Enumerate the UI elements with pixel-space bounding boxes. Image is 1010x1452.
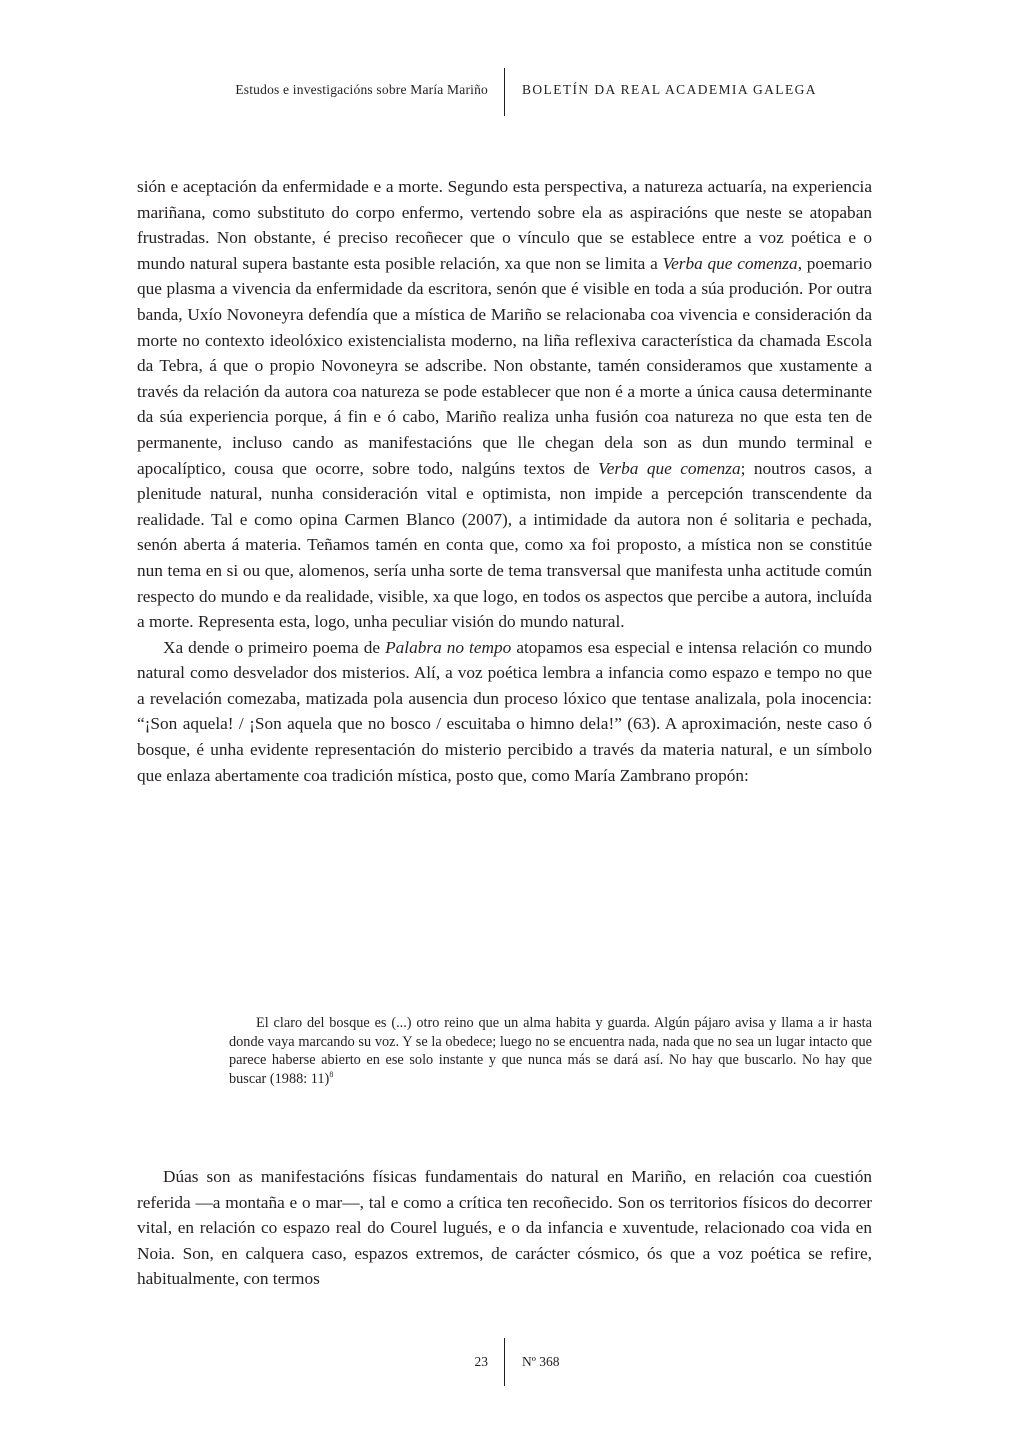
main-text-block-2 bbox=[137, 1164, 872, 1292]
paragraph-1-italic-title-a: Verba que comenza bbox=[662, 253, 798, 273]
running-header bbox=[0, 68, 1010, 116]
main-text-block bbox=[137, 174, 872, 788]
paragraph-2-text-b: atopamos esa especial e intensa relación co mundo natural como desvelador dos misterios. Alí, a voz poética lembra a infancia como espazo e tempo no que a revelación comezaba, matizada pola ausencia dun proceso lóxico que tentase analizala, pola inocencia: “¡Son aquela! / ¡Son aquela que no bosco / escuitaba o himno dela!” (63). A aproximación, neste caso ó bosque, é unha evidente representación do misterio percibido a través da materia natural, e un símbolo que enlaza abertamente coa tradición mística, posto que, como María Zambrano propón: bbox=[137, 637, 873, 785]
paragraph-2-italic-title: Palabra no tempo bbox=[385, 637, 512, 657]
header-section-title: Estudos e investigacións sobre María Mariño bbox=[235, 82, 488, 97]
footer-divider bbox=[504, 1338, 505, 1386]
page-number: 23 bbox=[474, 1354, 488, 1369]
header-journal-title: BOLETÍN DA REAL ACADEMIA GALEGA bbox=[522, 82, 817, 97]
issue-number: Nº 368 bbox=[522, 1354, 560, 1369]
paragraph-1-text-b: , poemario que plasma a vivencia da enfermidade da escritora, senón que é visible en toda a súa produción. Por outra banda, Uxío Novoneyra defendía que a mística de Mariño se relacionaba coa vivencia e consideración da morte no contexto ideolóxico existencialista moderno, na liña reflexiva característica da chamada Escola da Tebra, á que o propio Novoneyra se adscribe. Non obstante, tamén consideramos que xustamente a través da relación da autora coa natureza se pode establecer que non é a morte a única causa determinante da súa experiencia porque, á fin e ó cabo, Mariño realiza unha fusión coa natureza no que esta ten de permanente, incluso cando as manifestacións que lle chegan dela son as dun mundo terminal e apocalíptico, cousa que ocorre, sobre todo, nalgúns textos de bbox=[137, 253, 872, 478]
paragraph-2 bbox=[137, 635, 872, 789]
block-quote bbox=[229, 1014, 872, 1088]
paragraph-1-italic-title-b: Verba que comenza bbox=[598, 458, 741, 478]
footnote-marker[interactable]: 8 bbox=[329, 1070, 334, 1080]
paragraph-1-text-c: ; noutros casos, a plenitude natural, nunha consideración vital e optimista, non impide a percepción transcendente da realidade. Tal e como opina Carmen Blanco (2007), a intimidade da autora non é solitaria e pechada, senón aberta á materia. Teñamos tamén en conta que, como xa foi proposto, a mística non se constitúe nun tema en si ou que, alomenos, sería unha sorte de tema transversal que manifesta unha actitude común respecto do mundo e da realidade, visible, xa que logo, en todos os aspectos que percibe a autora, incluída a morte. Representa esta, logo, unha peculiar visión do mundo natural. bbox=[137, 458, 872, 632]
paragraph-1 bbox=[137, 174, 872, 635]
paragraph-2-text-a: Xa dende o primeiro poema de bbox=[163, 637, 386, 657]
page-footer bbox=[0, 1338, 1010, 1386]
paragraph-3: Dúas son as manifestacións físicas fundamentais do natural en Mariño, en relación coa cuestión referida —a montaña e o mar—, tal e como a crítica ten recoñecido. Son os territorios físicos do decorrer vital, en relación co espazo real do Courel lugués, e o da infancia e xuventude, relacionado coa vida en Noia. Son, en calquera caso, espazos extremos, de carácter cósmico, ós que a voz poética se refire, habitualmente, con termos bbox=[137, 1167, 872, 1289]
header-divider bbox=[504, 68, 505, 116]
paragraph-1-text-a: sión e aceptación da enfermidade e a morte. Segundo esta perspectiva, a natureza actuaría, na experiencia mariñana, como substituto do corpo enfermo, vertendo sobre ela as aspiracións que neste se atopaban frustradas. Non obstante, é preciso recoñecer que o vínculo que se establece entre a voz poética e o mundo natural supera bastante esta posible relación, xa que non se limita a bbox=[137, 177, 872, 273]
quote-body: El claro del bosque es (...) otro reino que un alma habita y guarda. Algún pájaro avisa y llama a ir hasta donde vaya marcando su voz. Y se la obedece; luego no se encuentra nada, nada que no sea un lugar intacto que parece haberse abierto en ese solo instante y que nunca más se dará así. No hay que buscarlo. No hay que buscar (1988: 11) bbox=[229, 1015, 872, 1087]
block-quote-text bbox=[229, 1014, 872, 1088]
